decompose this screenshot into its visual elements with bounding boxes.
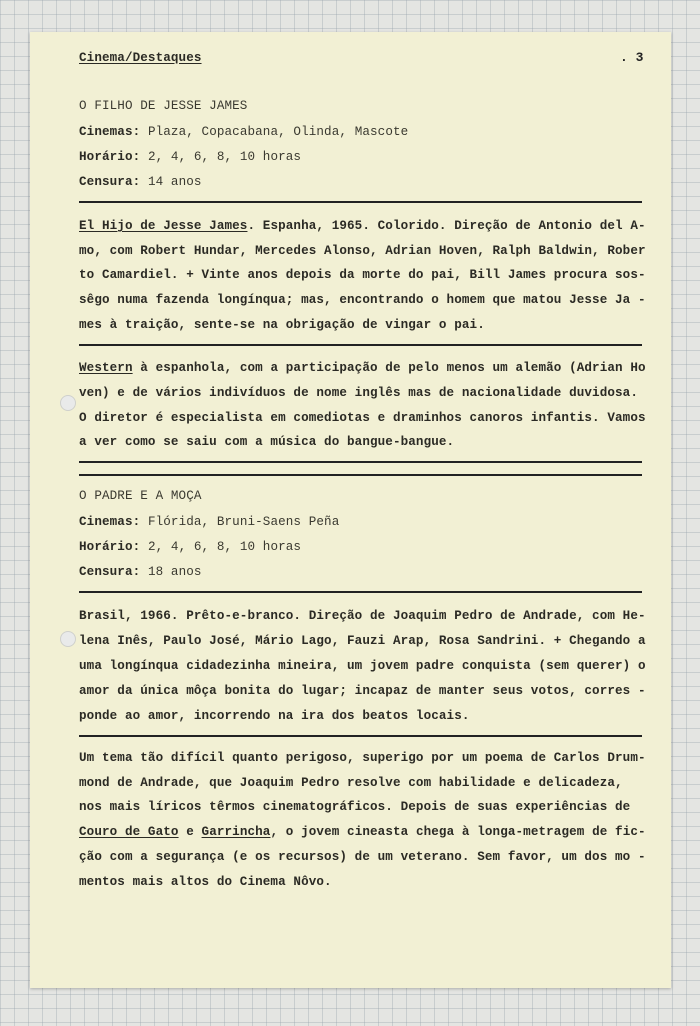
film1-synopsis-line: to Camardiel. + Vinte anos depois da morte do pai, Bill James procura sos- (79, 268, 646, 282)
divider (79, 591, 642, 593)
divider (79, 735, 642, 737)
film2-comment-line: nos mais líricos têrmos cinematográficos. Depois de suas experiências de (79, 800, 631, 814)
film1-comment-line: ven) e de vários indivíduos de nome inglês mas de nacionalidade duvidosa. (79, 386, 638, 400)
divider (79, 201, 642, 203)
film2-comment-line: mentos mais altos do Cinema Nôvo. (79, 875, 332, 889)
typewritten-page (30, 32, 671, 988)
punch-hole-top (60, 395, 76, 411)
divider (79, 461, 642, 463)
film1-comment-line: Western à espanhola, com a participação de pelo menos um alemão (Adrian Ho (79, 361, 646, 375)
film2-synopsis-line: lena Inês, Paulo José, Mário Lago, Fauzi Arap, Rosa Sandrini. + Chegando a (79, 634, 646, 648)
punch-hole-bottom (60, 631, 76, 647)
film2-synopsis-line: uma longínqua cidadezinha mineira, um jovem padre conquista (sem querer) o (79, 659, 646, 673)
film2-synopsis-line: Brasil, 1966. Prêto-e-branco. Direção de Joaquim Pedro de Andrade, com He- (79, 609, 646, 623)
film1-comment-line: a ver como se saiu com a música do bangue-bangue. (79, 435, 455, 449)
film-reference: Garrincha (201, 825, 271, 839)
film1-synopsis-line: mes à traição, sente-se na obrigação de vingar o pai. (79, 318, 485, 332)
film1-synopsis-line: El Hijo de Jesse James. Espanha, 1965. Colorido. Direção de Antonio del A- (79, 219, 646, 233)
film2-cinemas: Cinemas: Flórida, Bruni-Saens Peña (79, 515, 340, 529)
film2-comment-line: Couro de Gato e Garrincha, o jovem cineasta chega à longa-metragem de fic- (79, 825, 646, 839)
film2-comment-line: ção com a segurança (e os recursos) de um veterano. Sem favor, um dos mo - (79, 850, 646, 864)
divider (79, 344, 642, 346)
film2-comment-line: Um tema tão difícil quanto perigoso, superigo por um poema de Carlos Drum- (79, 751, 646, 765)
film1-title: O FILHO DE JESSE JAMES (79, 99, 248, 113)
film1-comment-line: O diretor é especialista em comediotas e draminhos canoros infantis. Vamos (79, 411, 646, 425)
film2-censura: Censura: 18 anos (79, 565, 202, 579)
film1-synopsis-line: sêgo numa fazenda longínqua; mas, encontrando o homem que matou Jesse Ja - (79, 293, 646, 307)
film1-original-title: El Hijo de Jesse James (79, 219, 248, 233)
film2-horario: Horário: 2, 4, 6, 8, 10 horas (79, 540, 302, 554)
divider (79, 474, 642, 476)
film-reference: Couro de Gato (79, 825, 179, 839)
film2-synopsis-line: ponde ao amor, incorrendo na ira dos beatos locais. (79, 709, 470, 723)
film1-cinemas: Cinemas: Plaza, Copacabana, Olinda, Mascote (79, 125, 409, 139)
film2-title: O PADRE E A MOÇA (79, 489, 202, 503)
film1-horario: Horário: 2, 4, 6, 8, 10 horas (79, 150, 302, 164)
page-number: . 3 (620, 50, 644, 65)
film1-censura: Censura: 14 anos (79, 175, 202, 189)
film2-comment-line: mond de Andrade, que Joaquim Pedro resolve com habilidade e delicadeza, (79, 776, 623, 790)
film2-synopsis-line: amor da única môça bonita do lugar; incapaz de manter seus votos, corres - (79, 684, 646, 698)
film1-synopsis-line: mo, com Robert Hundar, Mercedes Alonso, Adrian Hoven, Ralph Baldwin, Rober (79, 244, 646, 258)
section-header: Cinema/Destaques (79, 51, 202, 65)
